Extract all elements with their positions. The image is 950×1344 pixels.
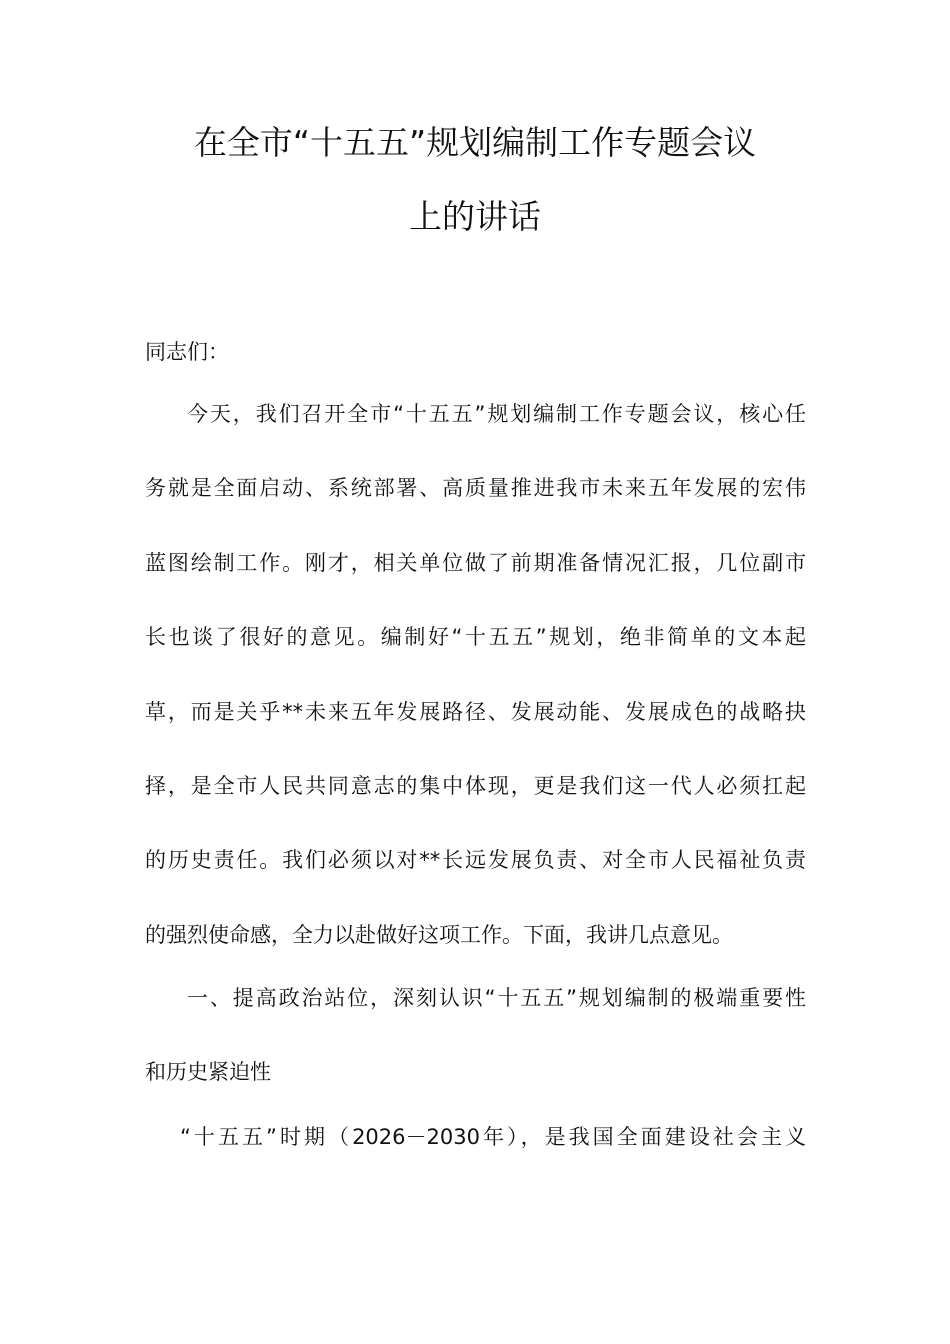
paragraph-line: 择，是全市人民共同意志的集中体现，更是我们这一代人必须扛起 [145,774,806,798]
section-heading-line-1: 一、提高政治站位，深刻认识“十五五”规划编制的极端重要性 [187,986,806,1010]
salutation: 同志们： [145,340,229,364]
paragraph-line: 今天，我们召开全市“十五五”规划编制工作专题会议，核心任 [187,402,806,426]
paragraph-line: “十五五”时期（2026－2030年），是我国全面建设社会主义 [180,1125,806,1149]
document-title-line-2: 上的讲话 [409,197,541,236]
paragraph-line: 草，而是关乎**未来五年发展路径、发展动能、发展成色的战略抉 [145,700,806,724]
paragraph-line: 长也谈了很好的意见。编制好“十五五”规划，绝非简单的文本起 [145,625,806,649]
paragraph-line: 的历史责任。我们必须以对**长远发展负责、对全市人民福祉负责 [145,848,806,872]
document-title-line-1: 在全市“十五五”规划编制工作专题会议 [193,123,757,162]
paragraph-line: 的强烈使命感，全力以赴做好这项工作。下面，我讲几点意见。 [145,923,733,947]
paragraph-line: 务就是全面启动、系统部署、高质量推进我市未来五年发展的宏伟 [145,476,806,500]
section-heading-line-2: 和历史紧迫性 [145,1060,271,1084]
paragraph-line: 蓝图绘制工作。刚才，相关单位做了前期准备情况汇报，几位副市 [145,551,806,575]
